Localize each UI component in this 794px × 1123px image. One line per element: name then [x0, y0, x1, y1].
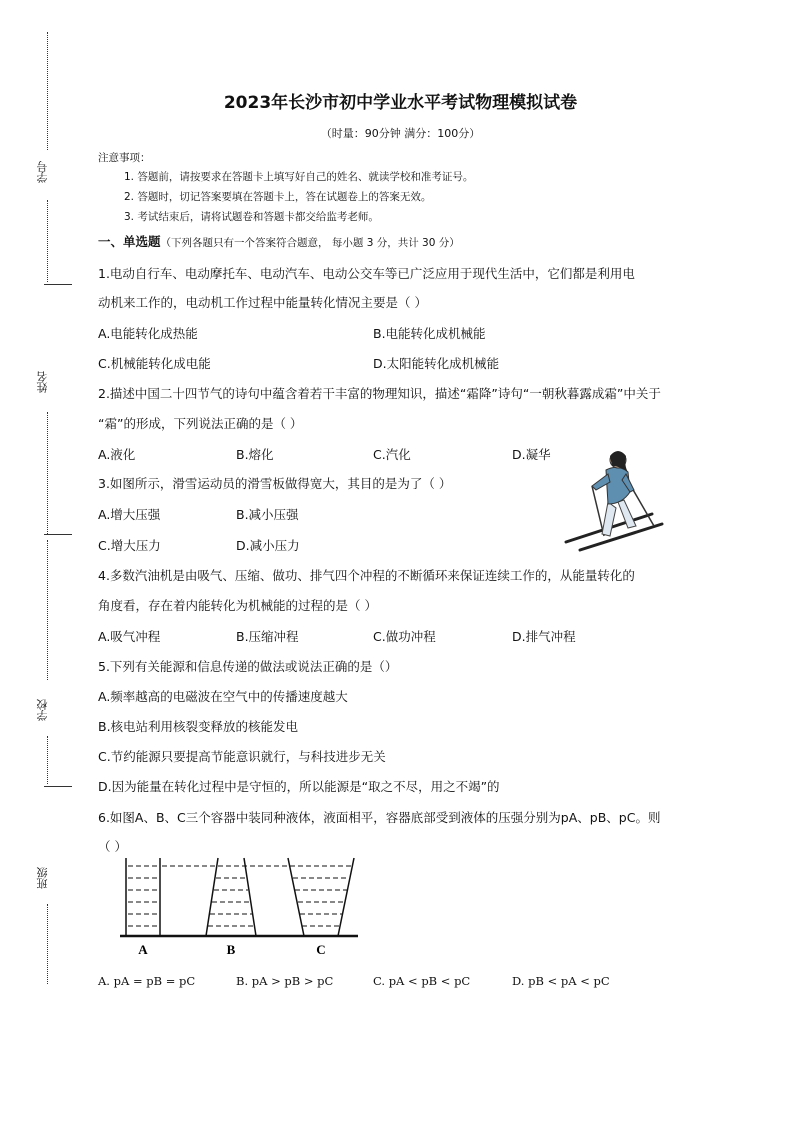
question-4-line-1: 4.多数汽油机是由吸气、压缩、做功、排气四个冲程的不断循环来保证连续工作的，从能量转化的: [98, 568, 635, 583]
q5-option-d: D.因为能量在转化过程中是守恒的，所以能源是“取之不尽，用之不竭”的: [98, 779, 500, 794]
q1-option-c: C.机械能转化成电能: [98, 356, 211, 371]
binding-strip: [0, 0, 70, 1123]
notice-item: 3. 考试结束后，请将试题卷和答题卡都交给监考老师。: [124, 211, 379, 223]
q5-option-c: C.节约能源只要提高节能意识就行，与科技进步无关: [98, 749, 386, 764]
question-1-line-1: 1.电动自行车、电动摩托车、电动汽车、电动公交车等已广泛应用于现代生活中，它们都是利用电: [98, 266, 635, 281]
question-5-line-1: 5.下列有关能源和信息传递的做法或说法正确的是（）: [98, 659, 398, 674]
question-2-line-2: “霜”的形成，下列说法正确的是（ ）: [98, 416, 303, 431]
label-name: 姓名: [36, 371, 49, 393]
q5-option-b: B.核电站利用核裂变释放的核能发电: [98, 719, 299, 734]
page-title: 2023年长沙市初中学业水平考试物理模拟试卷: [223, 93, 578, 113]
label-school: 学校: [36, 699, 49, 721]
dotted-line: [47, 904, 48, 984]
q1-option-a: A.电能转化成热能: [98, 326, 198, 341]
q6-option-b: B. pA > pB > pC: [236, 974, 334, 988]
figure-label-c: C: [316, 942, 326, 957]
question-6-line-2: （ ）: [98, 839, 127, 854]
q4-option-b: B.压缩冲程: [236, 629, 299, 644]
notice-heading: 注意事项：: [98, 152, 151, 164]
figure-label-a: A: [138, 942, 148, 957]
q2-option-c: C.汽化: [373, 447, 411, 462]
dotted-line: [47, 540, 48, 680]
q1-option-d: D.太阳能转化成机械能: [373, 356, 500, 371]
question-4-line-2: 角度看，存在着内能转化为机械能的过程的是（ ）: [98, 598, 377, 613]
q4-option-d: D.排气冲程: [512, 629, 576, 644]
containers-figure: [118, 856, 360, 958]
q6-option-a: A. pA = pB = pC: [98, 974, 196, 988]
q6-option-d: D. pB < pA < pC: [512, 974, 610, 988]
divider-tick: [44, 786, 72, 787]
notice-item: 2. 答题时，切记答案要填在答题卡上，答在试题卷上的答案无效。: [124, 191, 432, 203]
question-1-line-2: 动机来工作的，电动机工作过程中能量转化情况主要是（ ）: [98, 295, 427, 310]
q2-option-d: D.凝华: [512, 447, 551, 462]
q1-option-b: B.电能转化成机械能: [373, 326, 486, 341]
page-subtitle: （时量：90分钟 满分：100分）: [320, 127, 481, 140]
question-2-line-1: 2.描述中国二十四节气的诗句中蕴含着若干丰富的物理知识，描述“霜降”诗句“一朝秋暮露成霜”中关于: [98, 386, 661, 401]
section-heading: [98, 232, 460, 250]
dotted-line: [47, 200, 48, 282]
divider-tick: [44, 284, 72, 285]
notice-item: 1. 答题前，请按要求在答题卡上填写好自己的姓名、就读学校和准考证号。: [124, 171, 474, 183]
label-student-id: 学号: [36, 161, 49, 183]
q3-option-a: A.增大压强: [98, 507, 161, 522]
label-class: 班级: [36, 867, 49, 889]
q2-option-a: A.液化: [98, 447, 136, 462]
skier-icon: [562, 444, 668, 554]
q4-option-c: C.做功冲程: [373, 629, 436, 644]
dotted-line: [47, 32, 48, 150]
section-title: 一、单选题: [98, 234, 161, 249]
q5-option-a: A.频率越高的电磁波在空气中的传播速度越大: [98, 689, 348, 704]
dotted-line: [47, 412, 48, 534]
q3-option-b: B.减小压强: [236, 507, 299, 522]
q3-option-c: C.增大压力: [98, 538, 161, 553]
q6-option-c: C. pA < pB < pC: [373, 974, 471, 988]
section-note: （下列各题只有一个答案符合题意， 每小题 3 分，共计 30 分）: [160, 237, 460, 249]
q3-option-d: D.减小压力: [236, 538, 300, 553]
question-3-line-1: 3.如图所示，滑雪运动员的滑雪板做得宽大，其目的是为了（ ）: [98, 476, 452, 491]
dotted-line: [47, 736, 48, 784]
divider-tick: [44, 534, 72, 535]
q4-option-a: A.吸气冲程: [98, 629, 161, 644]
figure-label-b: B: [226, 942, 236, 957]
question-6-line-1: 6.如图A、B、C三个容器中装同种液体，液面相平，容器底部受到液体的压强分别为pA、pB、pC。则: [98, 810, 661, 825]
q2-option-b: B.熔化: [236, 447, 274, 462]
